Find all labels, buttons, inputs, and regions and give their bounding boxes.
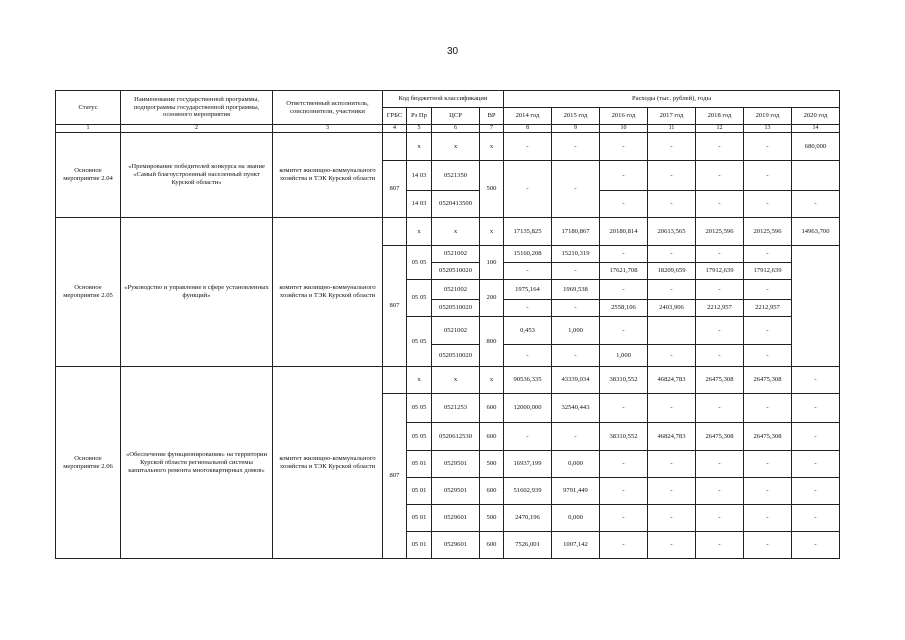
row-rzpr: х	[407, 367, 432, 394]
row-value: 2558,106	[600, 300, 648, 317]
row-value: -	[696, 317, 744, 345]
row-vr: 100	[480, 246, 504, 280]
row-value: -	[696, 133, 744, 161]
row-status: Основное мероприятие 2.04	[56, 133, 121, 218]
row-vr: х	[480, 367, 504, 394]
row-value: -	[600, 505, 648, 532]
column-number: 14	[792, 125, 840, 133]
row-value: 9791,449	[552, 478, 600, 505]
row-rzpr: х	[407, 218, 432, 246]
row-vr: 500	[480, 505, 504, 532]
row-value: -	[792, 505, 840, 532]
row-value: -	[552, 263, 600, 280]
row-value: -	[744, 161, 792, 191]
row-csr: 0529501	[432, 478, 480, 505]
header-rzpr: Рз Пр	[407, 108, 432, 125]
header-status: Статус	[56, 91, 121, 125]
column-number: 8	[504, 125, 552, 133]
row-value: 46824,783	[648, 423, 696, 451]
header-row	[56, 91, 840, 108]
row-grbs: 807	[383, 394, 407, 559]
header-csr: ЦСР	[432, 108, 480, 125]
row-value: -	[648, 532, 696, 559]
row-value: 26475,308	[744, 367, 792, 394]
row-rzpr: 05 05	[407, 423, 432, 451]
row-value: 38310,552	[600, 367, 648, 394]
row-value: -	[648, 451, 696, 478]
row-csr: 0520510020	[432, 345, 480, 367]
row-value: 2212,957	[696, 300, 744, 317]
row-csr: 0520510020	[432, 300, 480, 317]
row-value: -	[600, 394, 648, 423]
row-value: -	[744, 246, 792, 263]
row-value: -	[552, 300, 600, 317]
row-value: 90536,335	[504, 367, 552, 394]
row-value: -	[696, 505, 744, 532]
row-value: -	[744, 345, 792, 367]
row-value: -	[744, 317, 792, 345]
row-value: -	[744, 191, 792, 218]
row-value: -	[600, 133, 648, 161]
row-grbs-empty	[383, 218, 407, 246]
row-value: 20613,565	[648, 218, 696, 246]
row-value: -	[696, 246, 744, 263]
row-rzpr: 05 01	[407, 451, 432, 478]
row-value: 26475,308	[696, 367, 744, 394]
row-value: -	[792, 191, 840, 218]
row-status: Основное мероприятие 2.06	[56, 367, 121, 559]
row-vr: х	[480, 133, 504, 161]
row-vr: 200	[480, 280, 504, 317]
row-value: 20125,596	[696, 218, 744, 246]
row-value: -	[648, 478, 696, 505]
row-value: -	[648, 394, 696, 423]
row-name: «Обеспечение функционирования» на территории Курской области региональной системы капитального ремонта многоквартирных домов»	[121, 367, 273, 559]
budget-table	[55, 90, 840, 559]
row-value: 15210,319	[552, 246, 600, 263]
row-csr: 0520612530	[432, 423, 480, 451]
row-value: -	[696, 532, 744, 559]
table-row	[56, 367, 840, 394]
row-value: 1007,142	[552, 532, 600, 559]
row-status: Основное мероприятие 2.05	[56, 218, 121, 367]
row-vr: 500	[480, 161, 504, 218]
row-value: -	[696, 345, 744, 367]
row-grbs: 807	[383, 161, 407, 218]
row-value: -	[744, 394, 792, 423]
row-value: 16937,199	[504, 451, 552, 478]
row-value: -	[744, 478, 792, 505]
row-value: 20180,814	[600, 218, 648, 246]
row-grbs-empty	[383, 367, 407, 394]
row-vr: 600	[480, 394, 504, 423]
row-value: -	[744, 451, 792, 478]
row-rzpr: 05 01	[407, 532, 432, 559]
row-value: -	[792, 532, 840, 559]
row-value: 51602,939	[504, 478, 552, 505]
row-value: -	[504, 133, 552, 161]
header-expenses-group: Расходы (тыс. рублей), годы	[504, 91, 840, 108]
column-number: 7	[480, 125, 504, 133]
row-value: -	[648, 133, 696, 161]
column-number: 5	[407, 125, 432, 133]
column-number: 13	[744, 125, 792, 133]
row-csr: 0529601	[432, 532, 480, 559]
row-value: 0,000	[552, 505, 600, 532]
row-value: -	[696, 280, 744, 300]
row-value: -	[600, 451, 648, 478]
header-year: 2019 год	[744, 108, 792, 125]
header-name: Наименование государственной программы, подпрограммы государственной программы, основного мероприятия	[121, 91, 273, 125]
row-csr: х	[432, 133, 480, 161]
row-executor: комитет жилищно-коммунального хозяйства и ТЭК Курской области	[273, 133, 383, 218]
row-value: 2470,196	[504, 505, 552, 532]
row-rzpr: 05 05	[407, 394, 432, 423]
header-year: 2015 год	[552, 108, 600, 125]
row-value: -	[648, 191, 696, 218]
row-name: «Руководство и управление в сфере установленных функций»	[121, 218, 273, 367]
row-value: -	[504, 423, 552, 451]
row-value: 2212,957	[744, 300, 792, 317]
row-executor: комитет жилищно-коммунального хозяйства и ТЭК Курской области	[273, 218, 383, 367]
row-value: 46824,783	[648, 367, 696, 394]
column-number: 12	[696, 125, 744, 133]
row-csr: х	[432, 218, 480, 246]
row-csr: х	[432, 367, 480, 394]
row-vr: 600	[480, 532, 504, 559]
row-vr: 500	[480, 451, 504, 478]
row-value: -	[792, 367, 840, 394]
table-row	[56, 218, 840, 246]
column-number: 1	[56, 125, 121, 133]
row-value: -	[744, 280, 792, 300]
row-value: 1975,164	[504, 280, 552, 300]
row-value: -	[792, 478, 840, 505]
row-value: 0,453	[504, 317, 552, 345]
row-csr: 0521002	[432, 280, 480, 300]
row-value: -	[744, 505, 792, 532]
row-rzpr: 14 03	[407, 191, 432, 218]
row-value	[648, 317, 696, 345]
header-grbs: ГРБС	[383, 108, 407, 125]
column-number: 9	[552, 125, 600, 133]
column-number: 3	[273, 125, 383, 133]
row-value: -	[504, 161, 552, 218]
row-value: -	[504, 345, 552, 367]
row-value: -	[600, 246, 648, 263]
row-value: 1,000	[552, 317, 600, 345]
row-value: 1,000	[600, 345, 648, 367]
row-value: -	[600, 280, 648, 300]
header-year: 2018 год	[696, 108, 744, 125]
row-value: -	[552, 345, 600, 367]
row-rzpr: 05 01	[407, 478, 432, 505]
row-value: -	[648, 345, 696, 367]
row-rzpr: 05 05	[407, 317, 432, 367]
header-vr: ВР	[480, 108, 504, 125]
header-year: 2014 год	[504, 108, 552, 125]
row-value: 680,000	[792, 133, 840, 161]
row-value: -	[504, 263, 552, 280]
column-number: 11	[648, 125, 696, 133]
header-year: 2020 год	[792, 108, 840, 125]
column-number: 4	[383, 125, 407, 133]
row-value: 43339,034	[552, 367, 600, 394]
row-name: «Премирование победителей конкурса на звание «Самый благоустроенный населенный пункт Курской области»	[121, 133, 273, 218]
row-rzpr: 05 05	[407, 280, 432, 317]
row-value: 18209,659	[648, 263, 696, 280]
row-value: -	[552, 133, 600, 161]
row-value: -	[600, 478, 648, 505]
row-csr: 0529601	[432, 505, 480, 532]
row-value: 32540,443	[552, 394, 600, 423]
row-value: 17912,639	[696, 263, 744, 280]
row-grbs-empty	[383, 133, 407, 161]
row-value: -	[600, 191, 648, 218]
row-value: -	[600, 317, 648, 345]
row-value: -	[504, 300, 552, 317]
row-rzpr: 14 03	[407, 161, 432, 191]
header-year: 2017 год	[648, 108, 696, 125]
row-vr: 600	[480, 478, 504, 505]
row-value: -	[792, 451, 840, 478]
row-value: 12000,000	[504, 394, 552, 423]
row-value: -	[552, 161, 600, 218]
row-value: 20125,596	[744, 218, 792, 246]
row-csr: 0520413500	[432, 191, 480, 218]
row-value: 1969,538	[552, 280, 600, 300]
row-value: 7526,001	[504, 532, 552, 559]
row-value: -	[648, 505, 696, 532]
row-value: -	[648, 246, 696, 263]
row-value: 38310,552	[600, 423, 648, 451]
row-value: -	[744, 133, 792, 161]
header-code-group: Код бюджетной классификации	[383, 91, 504, 108]
column-number: 6	[432, 125, 480, 133]
row-value: 26475,308	[744, 423, 792, 451]
row-value: 2403,906	[648, 300, 696, 317]
row-value: -	[696, 478, 744, 505]
page-number: 30	[446, 46, 459, 57]
header-year: 2016 год	[600, 108, 648, 125]
column-number-row	[56, 125, 840, 133]
row-value: 0,000	[552, 451, 600, 478]
column-number: 10	[600, 125, 648, 133]
row-executor: комитет жилищно-коммунального хозяйства и ТЭК Курской области	[273, 367, 383, 559]
row-rzpr: 05 05	[407, 246, 432, 280]
row-value	[792, 246, 840, 367]
row-value: -	[792, 423, 840, 451]
row-value: -	[696, 191, 744, 218]
column-number: 2	[121, 125, 273, 133]
row-value: 17912,639	[744, 263, 792, 280]
row-csr: 0520510020	[432, 263, 480, 280]
row-grbs: 807	[383, 246, 407, 367]
row-value: -	[744, 532, 792, 559]
row-value: -	[600, 532, 648, 559]
row-rzpr: х	[407, 133, 432, 161]
row-value: -	[600, 161, 648, 191]
table-row	[56, 133, 840, 161]
row-value: -	[552, 423, 600, 451]
row-value: -	[648, 280, 696, 300]
row-value: -	[696, 394, 744, 423]
row-rzpr: 05 01	[407, 505, 432, 532]
row-value: -	[696, 451, 744, 478]
row-value: 26475,308	[696, 423, 744, 451]
row-vr: 800	[480, 317, 504, 367]
row-csr: 0521350	[432, 161, 480, 191]
row-value: 15160,208	[504, 246, 552, 263]
row-vr: 600	[480, 423, 504, 451]
row-value: -	[696, 161, 744, 191]
row-value: 14963,700	[792, 218, 840, 246]
row-csr: 0521002	[432, 317, 480, 345]
row-value: 17135,825	[504, 218, 552, 246]
row-csr: 0521002	[432, 246, 480, 263]
row-value: 17180,867	[552, 218, 600, 246]
row-value	[792, 161, 840, 191]
header-executor: Ответственный исполнитель, соисполнители, участники	[273, 91, 383, 125]
row-csr: 0529501	[432, 451, 480, 478]
row-value: -	[792, 394, 840, 423]
row-value: 17621,708	[600, 263, 648, 280]
row-value: -	[648, 161, 696, 191]
row-csr: 0521253	[432, 394, 480, 423]
row-vr: х	[480, 218, 504, 246]
